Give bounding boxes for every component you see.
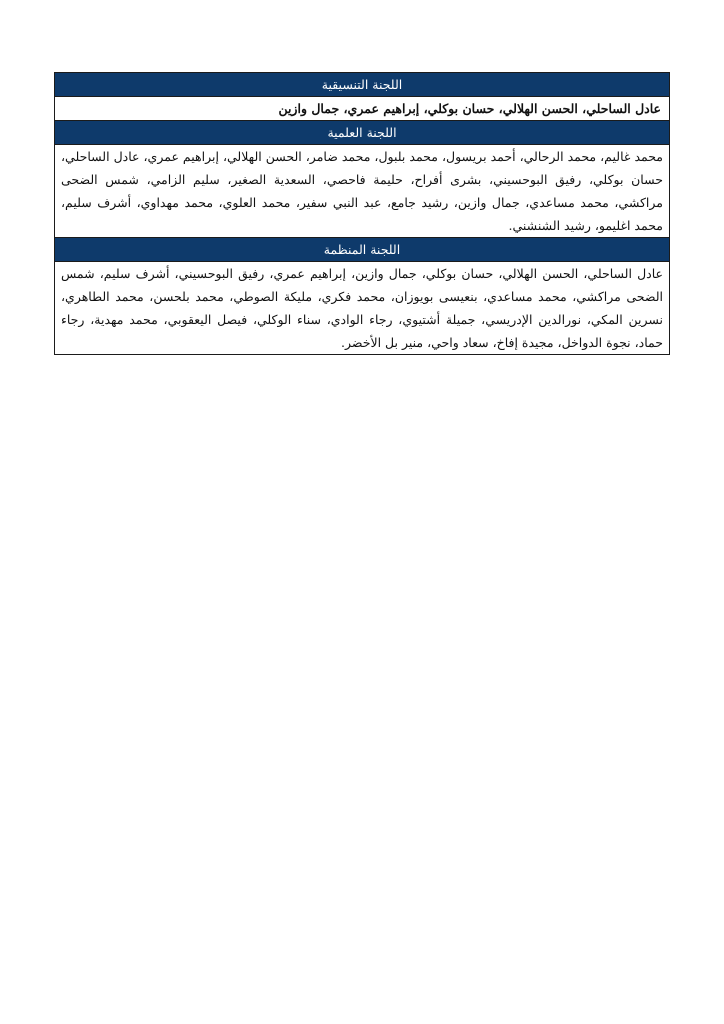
committees-table (54, 72, 670, 355)
coordinating-committee-title: اللجنة التنسيقية (55, 73, 669, 97)
scientific-committee-members: محمد غاليم، محمد الرحالي، أحمد بريسول، محمد بلبول، محمد ضامر، الحسن الهلالي، إبراهيم عمري، عادل الساحلي، حسان بوكلي، رفيق البوحسيني، بشرى أفراح، حليمة فاحصي، السعدية الصغير، سليم الزامي، شمس الضحى مراكشي، محمد مساعدي، جمال وازين، رشيد جامع، عبد النبي سفير، محمد العلوي، محمد مهداوي، أشرف سليم، محمد اغليمو، رشيد الشنشني. (55, 145, 669, 238)
organizing-committee-title: اللجنة المنظمة (55, 238, 669, 262)
organizing-committee-members: عادل الساحلي، الحسن الهلالي، حسان بوكلي، جمال وازين، إبراهيم عمري، رفيق البوحسيني، أشرف سليم، شمس الضحى مراكشي، محمد مساعدي، بنعيسى بويوزان، محمد فكري، مليكة الصوطي، محمد بلحسن، محمد الطاهري، نسرين المكي، نورالدين الإدريسي، جميلة أشتيوي، رجاء الوادي، سناء الوكلي، فيصل اليعقوبي، محمد مهدية، رجاء حماد، نجوة الدواخل، مجيدة إفاخ، سعاد واحي، منير بل الأخضر. (61, 266, 663, 350)
coordinating-committee-members: عادل الساحلي، الحسن الهلالي، حسان بوكلي، إبراهيم عمري، جمال وازين (55, 97, 669, 121)
scientific-committee-title: اللجنة العلمية (55, 121, 669, 145)
